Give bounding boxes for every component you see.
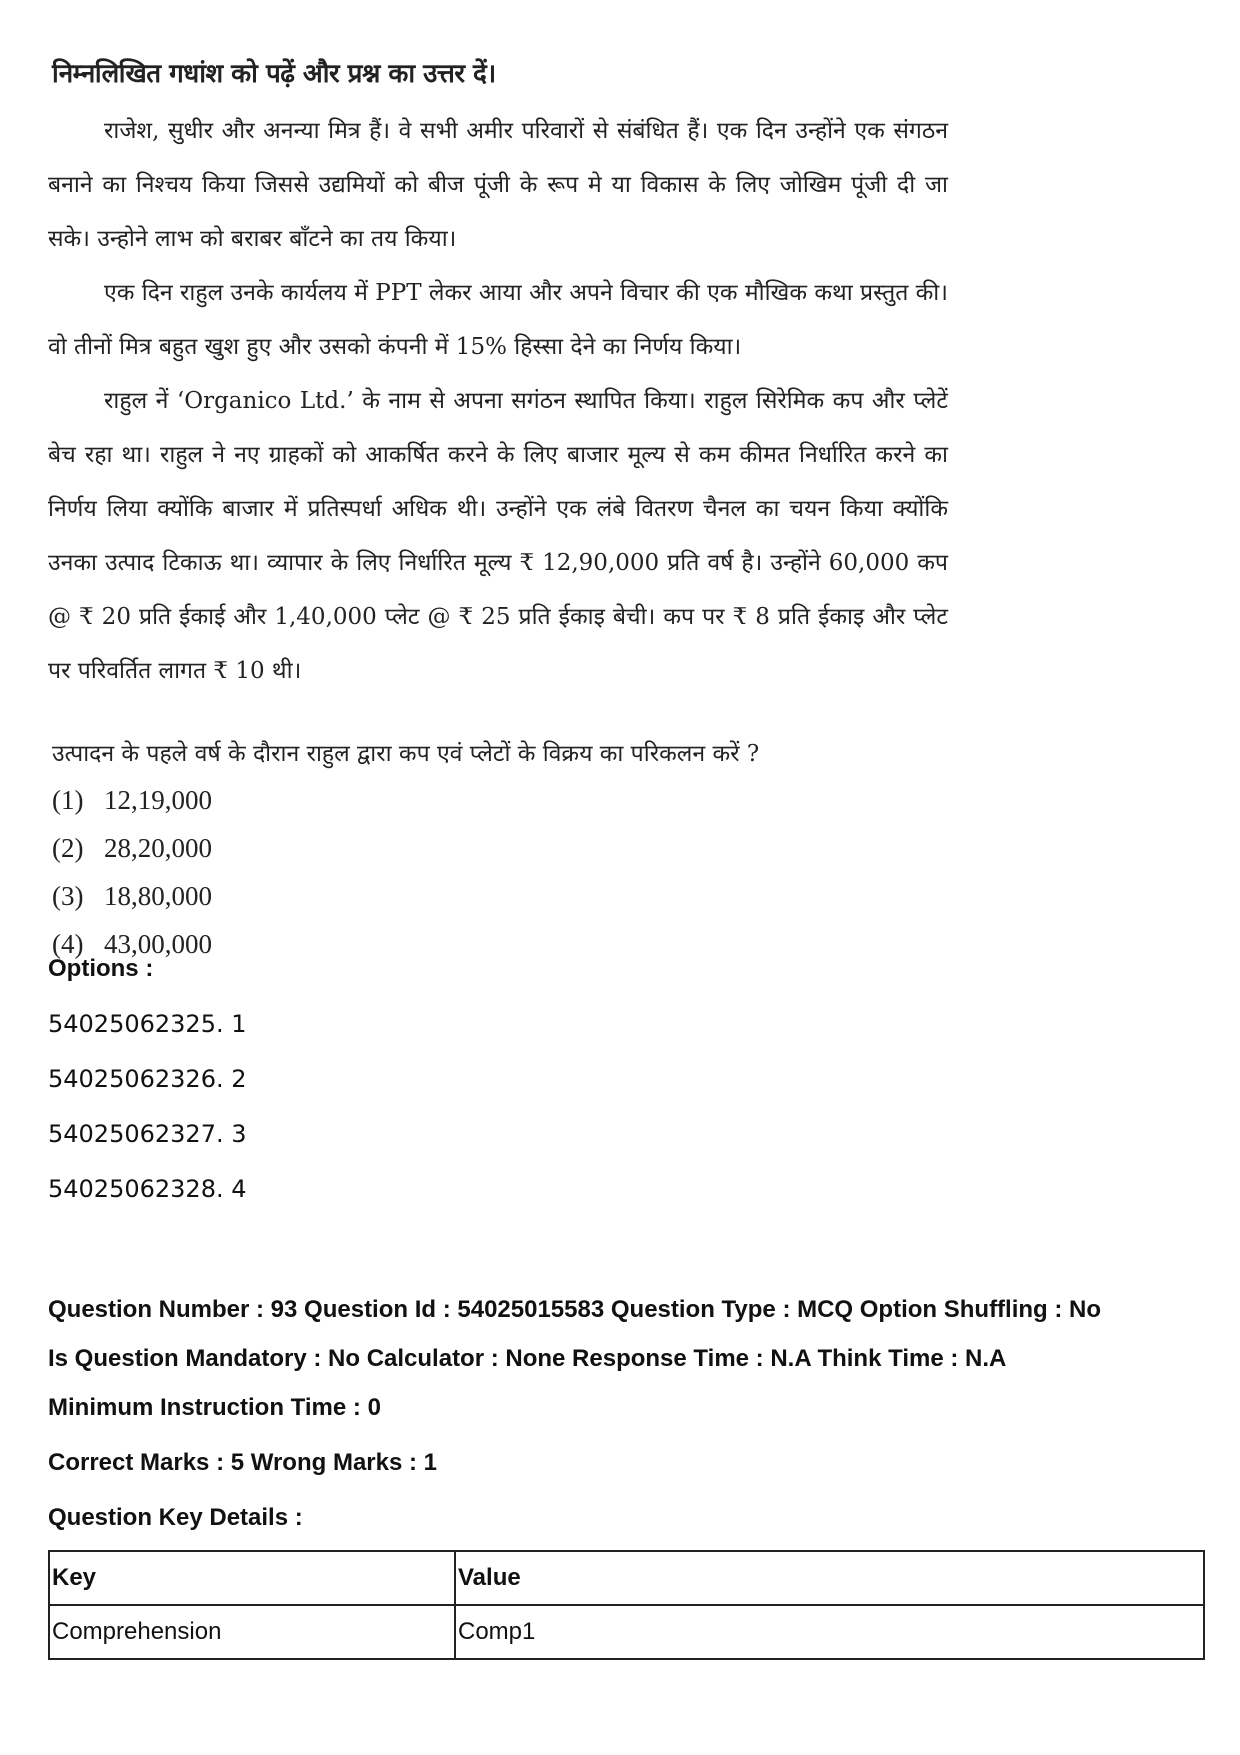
option-item-2: 54025062326. 2 <box>48 1065 247 1093</box>
answer-choices <box>52 776 948 968</box>
marks-line: Correct Marks : 5 Wrong Marks : 1 <box>48 1449 438 1476</box>
column-header-value: Value <box>455 1551 1204 1605</box>
passage-paragraph-2: एक दिन राहुल उनके कार्यलय में PPT लेकर आया और अपने विचार की एक मौखिक कथा प्रस्तुत की। वो तीनों मित्र बहुत खुश हुए और उसको कंपनी में 15% हिस्सा देने का निर्णय किया। <box>48 280 948 360</box>
answer-choice: (4) 43,00,000 <box>52 929 212 959</box>
key-details-table <box>48 1550 1205 1660</box>
column-header-key: Key <box>49 1551 455 1605</box>
passage-paragraph-3: राहुल नें ‘Organico Ltd.’ के नाम से अपना सगंठन स्थापित किया। राहुल सिरेमिक कप और प्लेटें बेच रहा था। राहुल ने नए ग्राहकों को आकर्षित करने के लिए बाजार मूल्य से कम कीमत निर्धारित करने का निर्णय लिया क्योंकि बाजार में प्रतिस्पर्धा अधिक थी। उन्होंने एक लंबे वितरण चैनल का चयन किया क्योंकि उनका उत्पाद टिकाऊ था। व्यापार के लिए निर्धारित मूल्य ₹ 12,90,000 प्रति वर्ष है। उन्होंने 60,000 कप @ ₹ 20 प्रति ईकाई और 1,40,000 प्लेट @ ₹ 25 प्रति ईकाइ बेची। कप पर ₹ 8 प्रति ईकाइ और प्लेट पर परिवर्तित लागत ₹ 10 थी। <box>48 388 948 684</box>
table-cell-value: Comp1 <box>455 1605 1204 1659</box>
passage-paragraph-1: राजेश, सुधीर और अनन्या मित्र हैं। वे सभी अमीर परिवारों से संबंधित हैं। एक दिन उन्होंने एक संगठन बनाने का निश्चय किया जिससे उद्यमियों को बीज पूंजी के रूप मे या विकास के लिए जोखिम पूंजी दी जा सके। उन्होने लाभ को बराबर बाँटने का तय किया। <box>48 118 948 252</box>
option-item-3: 54025062327. 3 <box>48 1120 247 1148</box>
option-item-1: 54025062325. 1 <box>48 1010 247 1038</box>
answer-choice: (1) 12,19,000 <box>52 785 212 815</box>
question-info-line-3: Minimum Instruction Time : 0 <box>48 1394 381 1421</box>
question-info-line-2: Is Question Mandatory : No Calculator : None Response Time : N.A Think Time : N.A <box>48 1345 1007 1372</box>
question-text: उत्पादन के पहले वर्ष के दौरान राहुल द्वारा कप एवं प्लेटों के विक्रय का परिकलन करें ? <box>52 741 760 767</box>
question-info-line-1: Question Number : 93 Question Id : 54025015583 Question Type : MCQ Option Shuffling : No <box>48 1296 1102 1323</box>
key-details-label: Question Key Details : <box>48 1504 303 1531</box>
table-header-row <box>49 1551 1204 1605</box>
answer-choice: (2) 28,20,000 <box>52 833 212 863</box>
options-label: Options : <box>48 955 154 982</box>
table-cell-key: Comprehension <box>49 1605 455 1659</box>
answer-choice: (3) 18,80,000 <box>52 881 212 911</box>
scanned-question-image <box>48 40 948 968</box>
table-row <box>49 1605 1204 1659</box>
option-item-4: 54025062328. 4 <box>48 1175 247 1203</box>
passage-heading: निम्नलिखित गधांश को पढ़ें और प्रश्न का उत्तर दें। <box>52 59 496 89</box>
